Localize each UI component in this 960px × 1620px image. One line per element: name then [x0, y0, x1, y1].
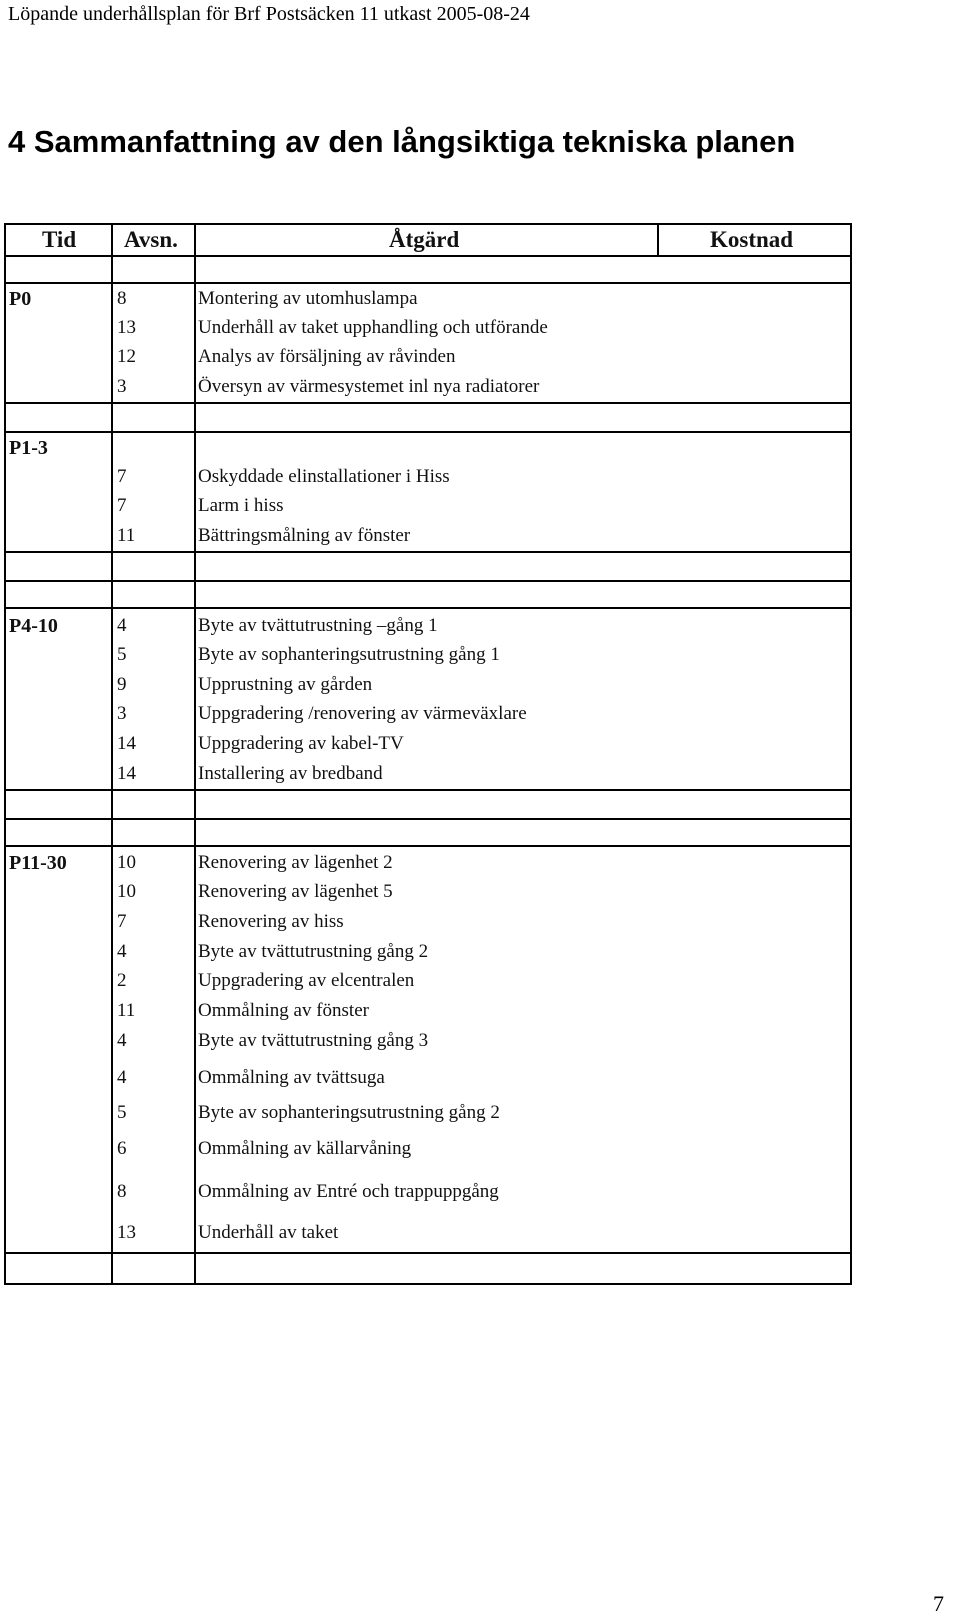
avsn-cell: 5 — [117, 644, 127, 665]
atgard-cell: Översyn av värmesystemet inl nya radiatorer — [198, 376, 540, 397]
avsn-cell: 4 — [117, 615, 127, 636]
avsn-cell: 4 — [117, 1067, 127, 1088]
atgard-cell: Ommålning av tvättsuga — [198, 1067, 385, 1088]
avsn-cell: 13 — [117, 1222, 136, 1243]
table-rule — [4, 580, 852, 582]
avsn-cell: 11 — [117, 525, 136, 546]
avsn-cell: 10 — [117, 881, 136, 902]
table-rule — [4, 551, 852, 553]
atgard-cell: Byte av tvättutrustning gång 3 — [198, 1030, 429, 1051]
avsn-cell: 9 — [117, 674, 127, 695]
table-rule — [4, 789, 852, 791]
atgard-cell: Uppgradering av kabel-TV — [198, 733, 404, 754]
avsn-cell: 7 — [117, 466, 127, 487]
column-header-tid: Tid — [42, 227, 77, 252]
table-rule — [111, 223, 113, 1285]
avsn-cell: 13 — [117, 317, 136, 338]
avsn-cell: 4 — [117, 941, 127, 962]
atgard-cell: Byte av tvättutrustning gång 2 — [198, 941, 429, 962]
atgard-cell: Installering av bredband — [198, 763, 383, 784]
tid-label-p0: P0 — [9, 288, 32, 310]
column-header-atgard: Åtgärd — [389, 227, 460, 252]
avsn-cell: 12 — [117, 346, 136, 367]
table-rule — [4, 607, 852, 609]
tid-label-p11-30: P11-30 — [9, 852, 67, 874]
table-rule — [4, 818, 852, 820]
table-rule — [194, 223, 196, 1285]
atgard-cell: Uppgradering av elcentralen — [198, 970, 415, 991]
avsn-cell: 10 — [117, 852, 136, 873]
atgard-cell: Renovering av lägenhet 2 — [198, 852, 393, 873]
atgard-cell: Renovering av lägenhet 5 — [198, 881, 393, 902]
table-rule — [4, 223, 6, 1285]
avsn-cell: 14 — [117, 733, 136, 754]
atgard-cell: Ommålning av fönster — [198, 1000, 369, 1021]
atgard-cell: Oskyddade elinstallationer i Hiss — [198, 466, 450, 487]
table-rule — [4, 845, 852, 847]
atgard-cell: Larm i hiss — [198, 495, 284, 516]
atgard-cell: Byte av sophanteringsutrustning gång 1 — [198, 644, 500, 665]
table-rule — [4, 431, 852, 433]
atgard-cell: Upprustning av gården — [198, 674, 373, 695]
avsn-cell: 14 — [117, 763, 136, 784]
column-header-avsn: Avsn. — [124, 227, 178, 252]
atgard-cell: Montering av utomhuslampa — [198, 288, 418, 309]
avsn-cell: 7 — [117, 911, 127, 932]
atgard-cell: Byte av sophanteringsutrustning gång 2 — [198, 1102, 500, 1123]
column-header-kostnad: Kostnad — [710, 227, 794, 252]
table-rule — [4, 223, 852, 225]
avsn-cell: 5 — [117, 1102, 127, 1123]
atgard-cell: Bättringsmålning av fönster — [198, 525, 411, 546]
tid-label-p1-3: P1-3 — [9, 437, 48, 459]
atgard-cell: Renovering av hiss — [198, 911, 344, 932]
atgard-cell: Byte av tvättutrustning –gång 1 — [198, 615, 438, 636]
avsn-cell: 3 — [117, 703, 127, 724]
avsn-cell: 11 — [117, 1000, 136, 1021]
avsn-cell: 3 — [117, 376, 127, 397]
tid-label-p4-10: P4-10 — [9, 615, 58, 637]
avsn-cell: 7 — [117, 495, 127, 516]
section-heading: 4 Sammanfattning av den långsiktiga tekniska planen — [8, 124, 796, 159]
page-header: Löpande underhållsplan för Brf Postsäcken 11 utkast 2005-08-24 — [8, 3, 530, 25]
avsn-cell: 2 — [117, 970, 127, 991]
table-rule — [4, 255, 852, 257]
atgard-cell: Ommålning av Entré och trappuppgång — [198, 1181, 499, 1202]
atgard-cell: Uppgradering /renovering av värmeväxlare — [198, 703, 527, 724]
atgard-cell: Underhåll av taket upphandling och utförande — [198, 317, 548, 338]
table-rule — [4, 402, 852, 404]
avsn-cell: 8 — [117, 288, 127, 309]
table-rule — [4, 282, 852, 284]
atgard-cell: Ommålning av källarvåning — [198, 1138, 412, 1159]
table-rule — [4, 1283, 852, 1285]
atgard-cell: Analys av försäljning av råvinden — [198, 346, 456, 367]
avsn-cell: 8 — [117, 1181, 127, 1202]
table-rule — [4, 1252, 852, 1254]
page-number: 7 — [933, 1591, 944, 1616]
table-rule — [657, 223, 659, 255]
avsn-cell: 6 — [117, 1138, 127, 1159]
table-rule — [850, 223, 852, 1285]
avsn-cell: 4 — [117, 1030, 127, 1051]
atgard-cell: Underhåll av taket — [198, 1222, 339, 1243]
